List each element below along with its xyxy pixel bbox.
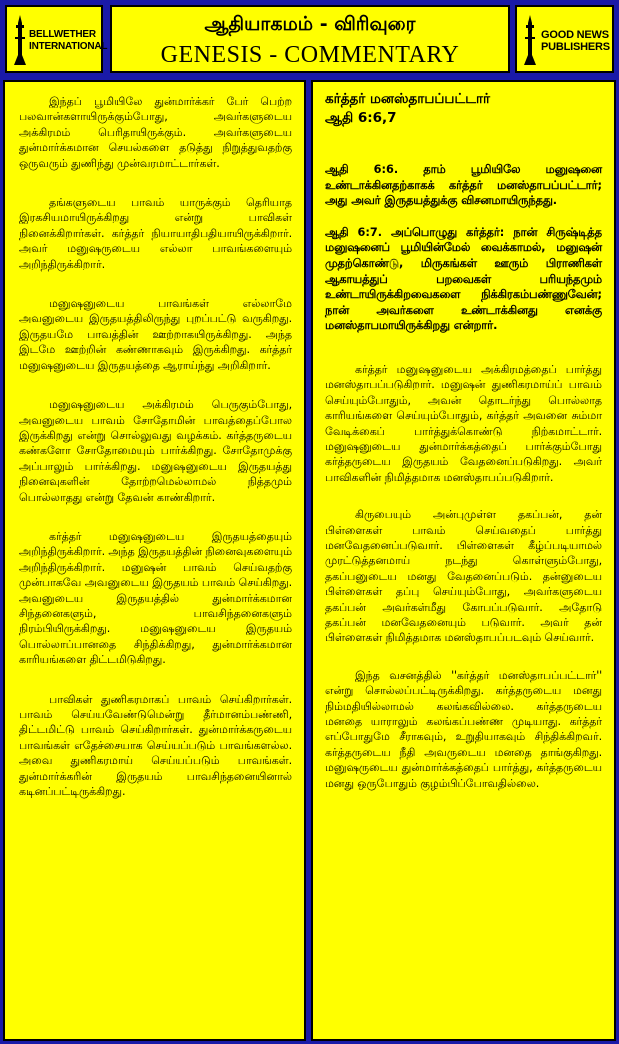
paragraph: பாவிகள் துணிகரமாகப் பாவம் செய்கிறார்கள். பாவம் செய்யவேண்டுமென்று தீர்மானம்பண்ணி, திட்டமிட்டு பாவம் செய்கிறார்கள். துன்மார்க்கருடைய பாவங்கள் எதேச்சையாக செய்யப்படும் பாவங்களல்ல. அவை துணிகரமாய் செய்யப்படும் பாவங்கள். துன்மார்க்கரின் இருதயம் பாவசிந்தனையினால் கடினப்பட்டிருக்கிறது. — [19, 692, 292, 799]
section-reference: ஆதி 6:6,7 — [325, 110, 397, 126]
good-news-logo-text — [541, 29, 610, 53]
title-english: GENESIS - COMMENTARY — [160, 42, 460, 68]
good-news-logo — [515, 5, 614, 73]
paragraph: இந்தப் பூமியிலே துன்மார்க்கர் பேர் பெற்ற பலவான்களாயிருக்கும்போது, அவர்களுடைய அக்கிரமம் பெரிதாயிருக்கும். அவர்களுடைய துன்மார்க்கமான செயல்களை தடுத்து நிறுத்துவதற்கு ஒருவரும் துணிந்து முன்வரமாட்டார்கள். — [19, 95, 292, 170]
left-column — [3, 80, 306, 1041]
tower-icon — [523, 15, 537, 65]
logo-line-2: PUBLISHERS — [541, 41, 610, 53]
paragraph: இந்த வசனத்தில் ''கர்த்தர் மனஸ்தாபப்பட்டார்'' என்று சொல்லப்பட்டிருக்கிறது. கர்த்தருடைய மனது நிம்மதியில்லாமல் கலங்கவில்லை. கர்த்தருடைய மனதை யாராலும் கலங்கப்பண்ண முடியாது. கர்த்தர் எப்போதுமே சீராகவும், உறுதியாகவும் சிந்திக்கிறவர். கர்த்தருடைய நீதி அவருடைய மனதை தாங்குகிறது. மனுஷருடைய துன்மார்க்கத்தைப் பார்த்து, கர்த்தருடைய மனது ஒருபோதும் குழம்பிப்போவதில்லை. — [325, 668, 602, 790]
paragraph: மனுஷனுடைய பாவங்கள் எல்லாமே அவனுடைய இருதயத்திலிருந்து புறப்பட்டு வருகிறது. இருதயமே பாவத்தின் ஊற்றாகயிருக்கிறது. அந்த இடமே ஊற்றின் கண்ணாகவும் இருக்கிறது. கர்த்தர் மனுஷனுடைய இருதயத்தை ஆராய்ந்து அறிகிறார். — [19, 297, 292, 372]
tower-icon — [13, 15, 27, 65]
right-column — [311, 80, 616, 1041]
title-tamil: ஆதியாகமம் - விரிவுரை — [204, 13, 416, 35]
bellwether-logo-text — [29, 29, 107, 53]
verse-quote: ஆதி 6:7. அப்பொழுது கர்த்தர்: நான் சிருஷ்டித்த மனுஷனைப் பூமியின்மேல் வைக்காமல், மனுஷன் முதற்கொண்டு, மிருகங்கள் ஊரும் பிராணிகள் ஆகாயத்துப் பறவைகள் பரியந்தமும் உண்டாயிருக்கிறவைகளை நிக்கிரகம்பண்ணுவேன்; நான் அவர்களை உண்டாக்கினது எனக்கு மனஸ்தாபமாயிருக்கிறது என்றார். — [325, 225, 602, 333]
title-box — [110, 5, 510, 73]
logo-line-1: BELLWETHER — [29, 29, 96, 40]
paragraph: கர்த்தர் மனுஷனுடைய இருதயத்தையும் அறிந்திருக்கிறார். அந்த இருதயத்தின் நினைவுகளையும் அறிந்திருக்கிறார். மனுஷன் பாவம் செய்வதற்கு முன்பாகவே அவனுடைய இருதயம் பாவம் செய்கிறது. அவனுடைய இருதயத்தில் துன்மார்க்கமான சிந்தனைகளும், பாவசிந்தனைகளும் நிரம்பியிருக்கிறது. மனுஷனுடைய இருதயம் பொல்லாப்பானதை சிந்திக்கிறது, துன்மார்க்கமான காரியங்களை திட்டமிடுகிறது. — [19, 529, 292, 667]
section-title: கர்த்தர் மனஸ்தாபப்பட்டார் — [325, 91, 491, 107]
paragraph: தங்களுடைய பாவம் யாருக்கும் தெரியாத இரகசியமாயிருக்கிறது என்று பாவிகள் நினைக்கிறார்கள். கர்த்தர் நியாயாதிபதியாயிருக்கிறார். அவர் மனுஷருடைய எல்லா பாவங்களையும் அறிந்திருக்கிறார். — [19, 196, 292, 271]
section-heading — [325, 90, 602, 128]
paragraph: கிருபையும் அன்புமுள்ள தகப்பன், தன் பிள்ளைகள் பாவம் செய்வதைப் பார்த்து மனவேதனைப்படுவார். பிள்ளைகள் கீழ்ப்படியாமல் முரட்டுத்தனமாய் நடந்து கொள்ளும்போது, தகப்பனுடைய மனது வேதனைப்படும். தன்னுடைய பிள்ளைகள் தப்பு செய்யும்போது, அவர்களுடைய தகப்பன் அவர்கள்மீது கோபப்படுவார். அதோடு தகப்பன் மனவேதனையும் படுவார். அவர் தன் பிள்ளைகள் நிமித்தமாக மனஸ்தாபப்படவும் செய்வார். — [325, 508, 602, 645]
verse-quote: ஆதி 6:6. தாம் பூமியிலே மனுஷனை உண்டாக்கினதற்காகக் கர்த்தர் மனஸ்தாபப்பட்டார்; அது அவர் இருதயத்துக்கு விசனமாயிருந்தது. — [325, 163, 602, 208]
logo-line-1: GOOD NEWS — [541, 29, 609, 41]
bellwether-logo — [5, 5, 108, 73]
paragraph: கர்த்தர் மனுஷனுடைய அக்கிரமத்தைப் பார்த்து மனஸ்தாபப்படுகிறார். மனுஷன் துணிகரமாய்ப் பாவம் செய்யும்போதும், அவன் தொடர்ந்து பொல்லாத காரியங்களை செய்யும்போதும், கர்த்தர் அவனை சும்மா வேடிக்கைப் பார்த்துக்கொண்டு நிற்கமாட்டார். மனுஷனுடைய துன்மார்க்கத்தைப் பார்க்கும்போது கர்த்தருடைய இருதயம் வேதனைப்படுகிறது. அவர் பாவிகளின் நிமித்தமாக மனஸ்தாபப்படுகிறார். — [325, 362, 602, 484]
logo-line-2: INTERNATIONAL — [29, 41, 108, 52]
paragraph: மனுஷனுடைய அக்கிரமம் பெருகும்போது, அவனுடைய பாவம் சோதோமின் பாவத்தைப்போல இருக்கிறது என்று சொல்லுவது வழக்கம். கர்த்தருடைய கண்களோ சோதோமையும் பார்க்கிறது. சோதோமுக்கு அப்பாலும் பார்க்கிறது. மனுஷனுடைய இருதயத்து நினைவுகளின் தோற்றமெல்லாமல் நித்தமும் பொல்லாதது என்று தேவன் காண்கிறார். — [19, 398, 292, 504]
page-header — [2, 2, 617, 76]
